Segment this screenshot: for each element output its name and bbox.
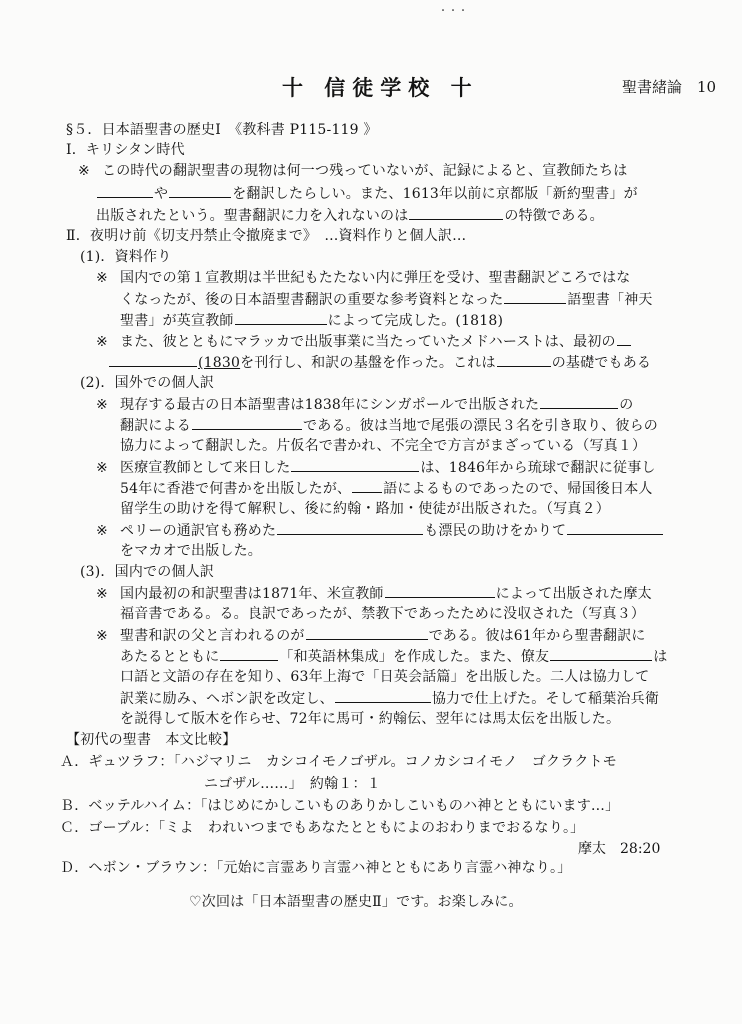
blank <box>567 520 663 535</box>
compare-title: 【初代の聖書 本文比較】 <box>66 732 237 748</box>
part1-para-line3 <box>96 205 604 226</box>
blank <box>192 415 302 430</box>
sub2-b-line3: 留学生の助けを得て解釈し、後に約翰・路加・使徒が出版された。（写真２） <box>120 501 610 517</box>
text: の <box>619 397 634 413</box>
note-mark: ※ <box>96 523 108 539</box>
text: や <box>154 186 169 202</box>
text: を刊行し、和訳の基盤を作った。これは <box>240 355 496 371</box>
part2-title: Ⅱ．夜明け前《切支丹禁止令撤廃まで》 …資料作りと個人訳… <box>66 228 467 244</box>
text: あたるとともに <box>120 649 220 665</box>
text: 聖書和訳の父と言われるのが <box>120 628 305 644</box>
text: 「和英語林集成」を作成した。また、僚友 <box>279 649 550 665</box>
text: も漂民の助けをかりて <box>424 523 567 539</box>
note-mark: ※ <box>96 628 108 644</box>
compare-a-line1: Ａ．ギュツラフ：「ハジマリニ カシコイモノゴザル。コノカシコイモノ ゴクラクトモ <box>60 754 617 770</box>
section-heading: §５．日本語聖書の歴史Ⅰ 《教科書 P115-119 》 <box>66 122 378 138</box>
text: 翻訳による <box>120 418 191 434</box>
text: 54年に香港で何書かを出版したが、 <box>120 481 352 497</box>
sub2-title: (2)．国外での個人訳 <box>80 375 215 391</box>
sub1-b-line2 <box>108 352 651 373</box>
sub2-b-line1 <box>96 457 656 478</box>
blank <box>109 352 197 367</box>
text: によって出版された摩太 <box>495 586 652 602</box>
compare-d: Ｄ．ヘボン・ブラウン：「元始に言霊あり言霊ハ神とともにあり言霊ハ神なり。」 <box>60 860 572 876</box>
text: である。彼は当地で尾張の漂民３名を引き取り、彼らの <box>303 418 658 434</box>
sub2-a-line2 <box>120 415 658 436</box>
text: である。彼は61年から聖書翻訳に <box>428 628 646 644</box>
note-mark: ※ <box>78 163 90 179</box>
part1-para-line1 <box>78 161 627 181</box>
blank <box>550 646 652 661</box>
note-mark: ※ <box>96 460 108 476</box>
text: によって完成した。(1818) <box>327 313 504 329</box>
blank <box>277 520 423 535</box>
compare-b: Ｂ．ベッテルハイム：「はじめにかしこいものありかしこいものハ神とともにいます…」 <box>60 798 620 814</box>
sub1-a-line1 <box>96 268 631 288</box>
note-mark: ※ <box>96 397 108 413</box>
sub3-b-line4 <box>120 688 659 709</box>
sub3-b-line1 <box>96 625 646 646</box>
sub3-b-line5: を説得して版木を作らせ、72年に馬可・約翰伝、翌年には馬太伝を出版した。 <box>120 711 621 727</box>
text: 医療宣教師として来日した <box>120 460 291 476</box>
sub3-b-line2 <box>120 646 667 667</box>
part1-title: Ⅰ．キリシタン時代 <box>66 142 185 158</box>
sub2-a-line1 <box>96 394 633 415</box>
sub1-b-line1 <box>96 331 632 352</box>
sub3-b-line3: 口語と文語の存在を知り、63年上海で「日英会話篇」を出版した。二人は協力して <box>120 669 650 685</box>
sub3-a-line2: 福音書である。る。良訳であったが、禁教下であったために没収された（写真３） <box>120 606 646 622</box>
blank <box>504 289 566 304</box>
text: 国内での第１宣教期は半世紀もたたない内に弾圧を受け、聖書翻訳どころではな <box>120 270 631 286</box>
text: この時代の翻訳聖書の現物は何一つ残っていないが、記録によると、宣教師たちは <box>102 163 628 179</box>
sub1-a-line3 <box>120 310 503 331</box>
text: は、1846年から琉球で翻訳に従事し <box>420 460 656 476</box>
blank <box>335 688 431 703</box>
blank <box>97 183 153 198</box>
blank <box>497 352 551 367</box>
text: 現存する最古の日本語聖書は1838年にシンガポールで出版された <box>120 397 540 413</box>
note-mark: ※ <box>96 586 108 602</box>
text: また、彼とともにマラッカで出版事業に当たっていたメドハーストは、最初の <box>120 334 616 350</box>
blank <box>235 310 327 325</box>
text: の基礎でもある <box>551 355 652 371</box>
sub2-b-line2 <box>120 478 653 499</box>
text: 語によるものであったので、帰国後日本人 <box>383 481 653 497</box>
blank <box>220 646 278 661</box>
sub1-a-line2 <box>120 289 653 310</box>
text: (1830 <box>198 355 241 371</box>
text: 国内最初の和訳聖書は1871年、米宣教師 <box>120 586 384 602</box>
blank <box>291 457 419 472</box>
text: ペリーの通訳官も務めた <box>120 523 277 539</box>
page-title: 十 信徒学校 十 <box>282 75 479 100</box>
text: の特徴である。 <box>504 208 604 224</box>
blank <box>169 183 231 198</box>
sub2-c-line1 <box>96 520 664 541</box>
note-mark: ※ <box>96 334 108 350</box>
text: くなったが、後の日本語聖書翻訳の重要な参考資料となった <box>120 292 504 308</box>
closing-note: ♡次回は「日本語聖書の歴史Ⅱ」です。お楽しみに。 <box>189 894 523 910</box>
blank <box>540 394 618 409</box>
text: 訳業に励み、ヘボン訳を改定し、 <box>120 691 334 707</box>
sub2-c-line2: をマカオで出版した。 <box>120 543 262 559</box>
compare-c: Ｃ．ゴーブル：「ミよ われいつまでもあなたとともによのおわりまでおるなり。」 <box>60 820 585 836</box>
sub3-title: (3)．国内での個人訳 <box>80 564 215 580</box>
text: 聖書」が英宣教師 <box>120 313 234 329</box>
text: を翻訳したらしい。また、1613年以前に京都版「新約聖書」が <box>232 186 638 202</box>
part1-para-line2 <box>96 183 638 204</box>
text: 語聖書「神天 <box>567 292 653 308</box>
blank <box>385 583 495 598</box>
compare-a-line2: ニゴザル……」 約翰１：１ <box>204 776 381 792</box>
compare-c-ref: 摩太 28:20 <box>578 841 661 857</box>
text: 出版されたという。聖書翻訳に力を入れないのは <box>96 208 409 224</box>
page-subtitle: 聖書緒論 10 <box>622 78 717 96</box>
top-marks: ・・・ <box>438 6 468 17</box>
sub3-a-line1 <box>96 583 652 604</box>
sub1-title: (1)．資料作り <box>80 249 172 265</box>
note-mark: ※ <box>96 270 108 286</box>
sub2-a-line3: 協力によって翻訳した。片仮名で書かれ、不完全で方言がまざっている（写真１） <box>120 438 647 454</box>
blank <box>352 478 382 493</box>
blank <box>409 205 503 220</box>
text: 協力で仕上げた。そして稲葉治兵衛 <box>431 691 660 707</box>
text: は <box>653 649 668 665</box>
blank <box>306 625 428 640</box>
blank <box>617 331 631 346</box>
